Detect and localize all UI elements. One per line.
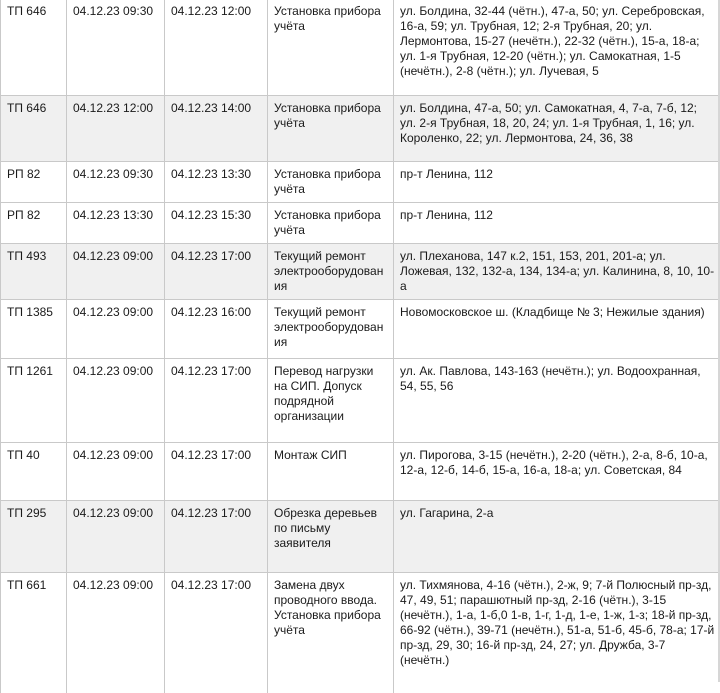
cell-end-time: 04.12.23 15:30 <box>165 203 268 244</box>
cell-addresses: ул. Тихмянова, 4-16 (чётн.), 2-ж, 9; 7-й Полюсный пр-зд, 47, 49, 51; парашютный пр-зд, 2-16 (чётн.), 3-15 (нечётн.), 1-а, 1-б,0 1-в, 1-г, 1-д, 1-е, 1-ж, 1-з; 18-й пр-зд, 66-92 (чётн.), 39-71 (нечётн.), 51-а, 51-б, 45-б, 78-а; 17-й пр-зд, 29, 30; 16-й пр-зд, 24, 27; ул. Дружба, 3-7 (нечётн.) <box>394 573 720 693</box>
cell-work-type: Перевод нагрузки на СИП. Допуск подрядной организации <box>268 359 394 443</box>
cell-object: ТП 646 <box>1 0 67 96</box>
cell-work-type: Замена двух проводного ввода. Установка прибора учёта <box>268 573 394 693</box>
cell-addresses: ул. Гагарина, 2-а <box>394 501 720 573</box>
cell-end-time: 04.12.23 17:00 <box>165 244 268 300</box>
cell-end-time: 04.12.23 13:30 <box>165 162 268 203</box>
cell-addresses: пр-т Ленина, 112 <box>394 203 720 244</box>
cell-end-time: 04.12.23 17:00 <box>165 443 268 501</box>
cell-work-type: Установка прибора учёта <box>268 203 394 244</box>
cell-end-time: 04.12.23 12:00 <box>165 0 268 96</box>
cell-start-time: 04.12.23 09:00 <box>67 300 165 359</box>
cell-end-time: 04.12.23 17:00 <box>165 501 268 573</box>
cell-start-time: 04.12.23 09:00 <box>67 244 165 300</box>
table-row <box>1 244 720 300</box>
cell-object: ТП 1385 <box>1 300 67 359</box>
cell-addresses: ул. Ак. Павлова, 143-163 (нечётн.); ул. Водоохранная, 54, 55, 56 <box>394 359 720 443</box>
cell-start-time: 04.12.23 09:00 <box>67 359 165 443</box>
cell-start-time: 04.12.23 12:00 <box>67 96 165 162</box>
cell-object: РП 82 <box>1 162 67 203</box>
cell-start-time: 04.12.23 09:00 <box>67 443 165 501</box>
table-row <box>1 359 720 443</box>
cell-start-time: 04.12.23 09:00 <box>67 501 165 573</box>
cell-object: ТП 646 <box>1 96 67 162</box>
cell-addresses: ул. Болдина, 32-44 (чётн.), 47-а, 50; ул. Серебровская, 16-а, 59; ул. Трубная, 12; 2-я Трубная, 20; ул. Лермонтова, 15-27 (нечётн.), 22-32 (чётн.), 15-а, 18-а; ул. 1-я Трубная, 12-20 (чётн.); ул. Самокатная, 1-5 (нечётн.), 2-8 (чётн.); ул. Лучевая, 5 <box>394 0 720 96</box>
cell-work-type: Текущий ремонт электрооборудования <box>268 244 394 300</box>
cell-object: ТП 493 <box>1 244 67 300</box>
cell-object: РП 82 <box>1 203 67 244</box>
cell-addresses: пр-т Ленина, 112 <box>394 162 720 203</box>
cell-object: ТП 1261 <box>1 359 67 443</box>
cell-object: ТП 295 <box>1 501 67 573</box>
cell-work-type: Текущий ремонт электрооборудования <box>268 300 394 359</box>
cell-work-type: Установка прибора учёта <box>268 0 394 96</box>
table-row <box>1 162 720 203</box>
cell-work-type: Установка прибора учёта <box>268 162 394 203</box>
cell-object: ТП 40 <box>1 443 67 501</box>
table-row <box>1 96 720 162</box>
cell-work-type: Обрезка деревьев по письму заявителя <box>268 501 394 573</box>
table-row <box>1 0 720 96</box>
table-row <box>1 203 720 244</box>
cell-end-time: 04.12.23 14:00 <box>165 96 268 162</box>
cell-start-time: 04.12.23 13:30 <box>67 203 165 244</box>
table-row <box>1 573 720 693</box>
table-row <box>1 443 720 501</box>
cell-start-time: 04.12.23 09:00 <box>67 573 165 693</box>
table-row <box>1 300 720 359</box>
cell-addresses: ул. Плеханова, 147 к.2, 151, 153, 201, 201-а; ул. Ложевая, 132, 132-а, 134, 134-а; ул. Калинина, 8, 10, 10-а <box>394 244 720 300</box>
cell-start-time: 04.12.23 09:30 <box>67 162 165 203</box>
cell-end-time: 04.12.23 17:00 <box>165 573 268 693</box>
cell-addresses: ул. Пирогова, 3-15 (нечётн.), 2-20 (чётн.), 2-а, 8-б, 10-а, 12-а, 12-б, 14-б, 15-а, 16-а, 18-а; ул. Советская, 84 <box>394 443 720 501</box>
cell-addresses: ул. Болдина, 47-а, 50; ул. Самокатная, 4, 7-а, 7-б, 12; ул. 2-я Трубная, 18, 20, 24; ул. 1-я Трубная, 1, 16; ул. Короленко, 22; ул. Лермонтова, 24, 36, 38 <box>394 96 720 162</box>
cell-object: ТП 661 <box>1 573 67 693</box>
cell-work-type: Установка прибора учёта <box>268 96 394 162</box>
cell-start-time: 04.12.23 09:30 <box>67 0 165 96</box>
cell-addresses: Новомосковское ш. (Кладбище № 3; Нежилые здания) <box>394 300 720 359</box>
cell-end-time: 04.12.23 16:00 <box>165 300 268 359</box>
cell-end-time: 04.12.23 17:00 <box>165 359 268 443</box>
table-row <box>1 501 720 573</box>
cell-work-type: Монтаж СИП <box>268 443 394 501</box>
